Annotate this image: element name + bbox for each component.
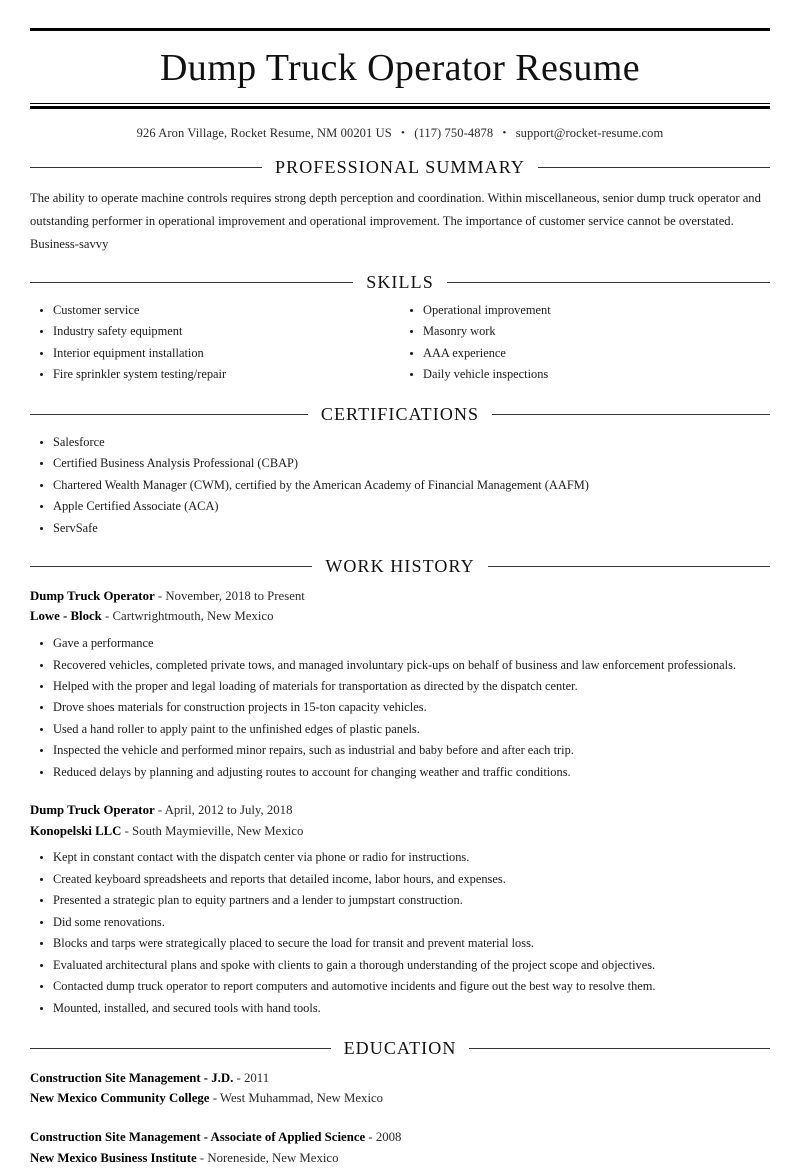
education-entry: [30, 1068, 770, 1109]
heading-rule-left: [30, 1048, 331, 1049]
list-item: Evaluated architectural plans and spoke with clients to gain a thorough understanding of the project scope and objectives.: [30, 957, 770, 975]
resume-header: [30, 0, 770, 141]
list-item: AAA experience: [400, 345, 770, 363]
job-dates: - November, 2018 to Present: [157, 588, 305, 603]
list-item: Reduced delays by planning and adjusting routes to account for changing weather and traffic conditions.: [30, 764, 770, 782]
list-item: Used a hand roller to apply paint to the unfinished edges of plastic panels.: [30, 721, 770, 739]
list-item: Apple Certified Associate (ACA): [30, 498, 770, 516]
heading-text: CERTIFICATIONS: [320, 403, 480, 424]
section-skills: [30, 272, 770, 388]
education-degree: Construction Site Management - Associate of Applied Science: [30, 1130, 366, 1145]
section-professional-summary: [30, 157, 770, 256]
job-responsibilities: [30, 849, 770, 1017]
heading-rule-right: [469, 1048, 770, 1049]
contact-separator-2: •: [502, 127, 507, 139]
section-heading-work-history: [30, 556, 770, 577]
list-item: Recovered vehicles, completed private tows, and managed involuntary pick-ups on behalf of business and law enforcement professionals.: [30, 657, 770, 675]
section-heading-certifications: [30, 404, 770, 425]
list-item: Daily vehicle inspections: [400, 366, 770, 384]
education-degree-line: [30, 1068, 770, 1089]
skills-column-left: [30, 302, 400, 388]
education-degree: Construction Site Management - J.D.: [30, 1070, 234, 1085]
education-location: - Noreneside, New Mexico: [199, 1150, 339, 1165]
education-school-line: [30, 1088, 770, 1109]
list-item: Blocks and tarps were strategically placed to secure the load for transit and prevent material loss.: [30, 935, 770, 953]
section-heading-education: [30, 1038, 770, 1059]
work-history-entry: [30, 586, 770, 782]
job-company: Lowe - Block: [30, 609, 102, 624]
education-school-line: [30, 1148, 770, 1169]
heading-text: EDUCATION: [343, 1037, 457, 1058]
job-responsibilities: [30, 635, 770, 782]
education-year: - 2008: [368, 1130, 402, 1145]
heading-rule-left: [30, 167, 262, 168]
heading-rule-right: [538, 167, 770, 168]
education-year: - 2011: [236, 1070, 270, 1085]
heading-rule-right: [447, 282, 770, 283]
section-certifications: [30, 404, 770, 538]
list-item: Inspected the vehicle and performed minor repairs, such as industrial and baby before and after each trip.: [30, 742, 770, 760]
section-heading-skills: [30, 272, 770, 293]
job-company-line: [30, 821, 770, 842]
list-item: Helped with the proper and legal loading of materials for transportation as directed by the dispatch center.: [30, 678, 770, 696]
list-item: Salesforce: [30, 434, 770, 452]
list-item: Interior equipment installation: [30, 345, 400, 363]
job-title-line: [30, 800, 770, 821]
job-title: Dump Truck Operator: [30, 802, 155, 817]
list-item: Masonry work: [400, 323, 770, 341]
section-heading-summary: [30, 157, 770, 178]
job-company: Konopelski LLC: [30, 823, 122, 838]
summary-text: The ability to operate machine controls requires strong depth perception and coordination. Within miscellaneous, senior dump truck operator and outstanding performer in operational improvement and operational improvement. The importance of customer service cannot be overstated. Business-savvy: [30, 191, 761, 251]
job-location: - South Maymieville, New Mexico: [124, 823, 304, 838]
certifications-list: [30, 434, 770, 538]
job-title-line: [30, 586, 770, 607]
job-dates: - April, 2012 to July, 2018: [157, 802, 293, 817]
skills-columns: [30, 302, 770, 388]
contact-phone: (117) 750-4878: [414, 126, 494, 140]
contact-address: 926 Aron Village, Rocket Resume, NM 00201 US: [136, 126, 392, 140]
list-item: Operational improvement: [400, 302, 770, 320]
job-title: Dump Truck Operator: [30, 588, 155, 603]
heading-rule-left: [30, 566, 312, 567]
education-entry: [30, 1127, 770, 1168]
list-item: Created keyboard spreadsheets and reports that detailed income, labor hours, and expenses.: [30, 871, 770, 889]
list-item: Gave a performance: [30, 635, 770, 653]
list-item: Did some renovations.: [30, 914, 770, 932]
list-item: Drove shoes materials for construction projects in 15-ton capacity vehicles.: [30, 699, 770, 717]
heading-text: PROFESSIONAL SUMMARY: [275, 157, 525, 177]
page-title: Dump Truck Operator Resume: [159, 47, 641, 89]
heading-rule-right: [488, 566, 770, 567]
heading-text: WORK HISTORY: [325, 555, 475, 576]
list-item: Kept in constant contact with the dispatch center via phone or radio for instructions.: [30, 849, 770, 867]
education-school: New Mexico Community College: [30, 1091, 210, 1106]
heading-text: SKILLS: [366, 271, 434, 292]
education-degree-line: [30, 1127, 770, 1148]
education-school: New Mexico Business Institute: [30, 1150, 197, 1165]
job-company-line: [30, 606, 770, 627]
list-item: Mounted, installed, and secured tools with hand tools.: [30, 1000, 770, 1018]
section-education: [30, 1038, 770, 1169]
list-item: Contacted dump truck operator to report computers and automotive incidents and figure out the best way to resolve them.: [30, 978, 770, 996]
list-item: Chartered Wealth Manager (CWM), certified by the American Academy of Financial Management (AAFM): [30, 477, 770, 495]
work-history-entry: [30, 800, 770, 1018]
job-location: - Cartwrightmouth, New Mexico: [105, 609, 274, 624]
heading-rule-left: [30, 282, 353, 283]
list-item: Presented a strategic plan to equity partners and a lender to jumpstart construction.: [30, 892, 770, 910]
list-item: Certified Business Analysis Professional (CBAP): [30, 455, 770, 473]
list-item: Customer service: [30, 302, 400, 320]
contact-line: [30, 109, 770, 141]
skills-column-right: [400, 302, 770, 388]
contact-separator-1: •: [401, 127, 405, 139]
section-work-history: [30, 556, 770, 1018]
list-item: ServSafe: [30, 520, 770, 538]
contact-email: support@rocket-resume.com: [515, 126, 664, 140]
list-item: Industry safety equipment: [30, 323, 400, 341]
heading-rule-left: [30, 414, 308, 415]
education-location: - West Muhammad, New Mexico: [212, 1091, 384, 1106]
list-item: Fire sprinkler system testing/repair: [30, 366, 400, 384]
heading-rule-right: [492, 414, 770, 415]
